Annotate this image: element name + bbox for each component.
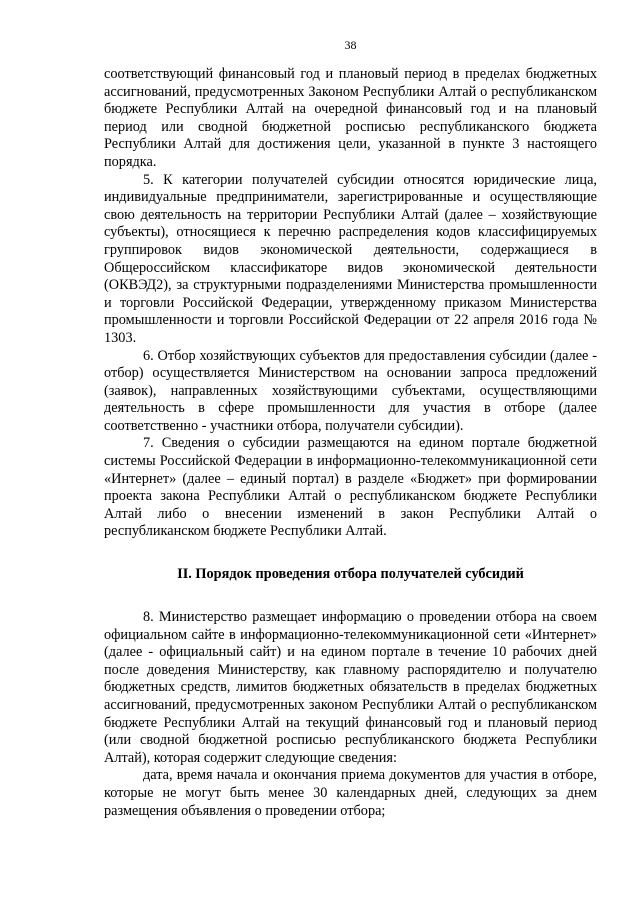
paragraph-continuation: соответствующий финансовый год и плановый период в пределах бюджетных ассигнований, предусмотренных Законом Республики Алтай о республиканском бюджете Республики Алтай на очередной финансовый год и на плановый период или сводной бюджетной росписью республиканского бюджета Республики Алтай для достижения цели, указанной в пункте 3 настоящего порядка. [104, 66, 597, 170]
document-body [104, 66, 597, 820]
paragraph-5: 5. К категории получателей субсидии относятся юридические лица, индивидуальные предприниматели, зарегистрированные и осуществляющие свою деятельность на территории Республики Алтай (далее – хозяйствующие субъекты), относящиеся к перечню распределения кодов классифицируемых группировок видов экономической деятельности, содержащиеся в Общероссийском классификаторе видов экономической деятельности (ОКВЭД2), за структурными подразделениями Министерства промышленности и торговли Российской Федерации, утвержденному приказом Министерства промышленности и торговли Российской Федерации от 22 апреля 2016 года № 1303. [104, 171, 597, 346]
paragraph-8-item: дата, время начала и окончания приема документов для участия в отборе, которые не могут быть менее 30 календарных дней, следующих за днем размещения объявления о проведении отбора; [104, 767, 597, 819]
paragraph-6: 6. Отбор хозяйствующих субъектов для предоставления субсидии (далее - отбор) осуществляется Министерством на основании запроса предложений (заявок), направленных хозяйствующими субъектами, осуществляющими деятельность в сфере промышленности для участия в отборе (далее соответственно - участники отбора, получатели субсидии). [104, 347, 597, 434]
paragraph-8: 8. Министерство размещает информацию о проведении отбора на своем официальном сайте в информационно-телекоммуникационной сети «Интернет» (далее - официальный сайт) и на едином портале в течение 10 рабочих дней после доведения Министерству, как главному распорядителю и получателю бюджетных средств, лимитов бюджетных обязательств в пределах бюджетных ассигнований, предусмотренных законом Республики Алтай о республиканском бюджете Республики Алтай на текущий финансовый год и плановый период (или сводной бюджетной росписью республиканского бюджета Республики Алтай), которая содержит следующие сведения: [104, 609, 597, 766]
paragraph-7: 7. Сведения о субсидии размещаются на едином портале бюджетной системы Российской Федерации в информационно-телекоммуникационной сети «Интернет» (далее – единый портал) в разделе «Бюджет» при формировании проекта закона Республики Алтай о республиканском бюджете Республики Алтай либо о внесении изменений в закон Республики Алтай о республиканском бюджете Республики Алтай. [104, 435, 597, 540]
page-number: 38 [344, 38, 357, 52]
section-heading: II. Порядок проведения отбора получателей субсидий [177, 566, 524, 583]
